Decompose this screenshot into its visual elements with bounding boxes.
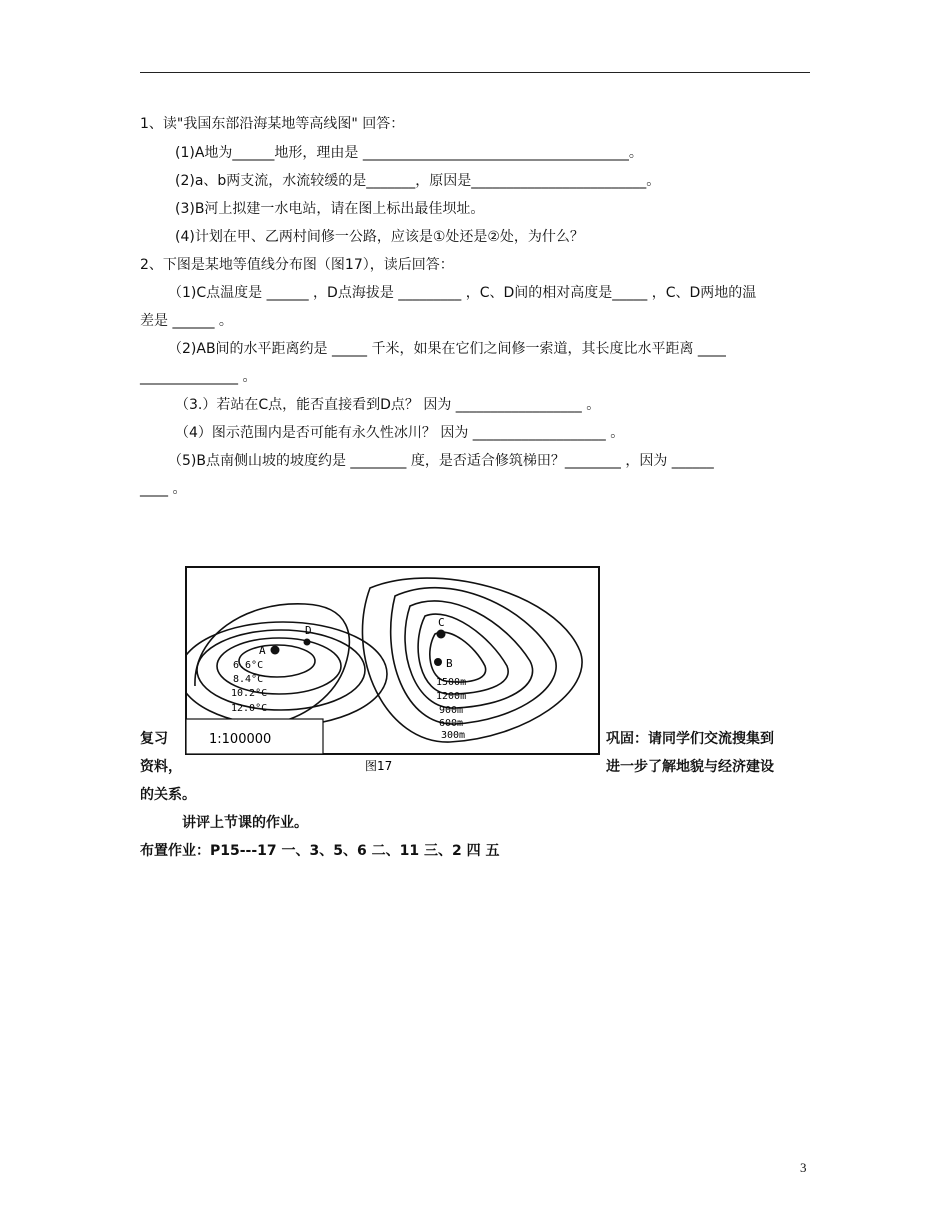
point-a-marker (271, 646, 280, 655)
elev-label-4: 600m (439, 718, 464, 729)
q2-part3: （3.）若站在C点，能否直接看到D点？ 因为 __________________ 。 (175, 397, 601, 413)
q2-part5a: （5)B点南侧山坡的坡度约是 ________ 度，是否适合修筑梯田？________ ，因为 ______ (168, 453, 714, 469)
review-right-2: 进一步了解地貌与经济建设 (606, 759, 774, 775)
review-right-1: 巩固：请同学们交流搜集到 (606, 731, 774, 747)
point-d-marker (304, 639, 311, 646)
scale-label: 1:100000 (209, 732, 272, 747)
q1-part4: (4)计划在甲、乙两村间修一公路，应该是①处还是②处，为什么？ (175, 229, 584, 245)
page-number: 3 (800, 1160, 807, 1175)
temp-label-2: 8.4°C (233, 674, 264, 685)
point-a-label: A (259, 644, 266, 657)
figure-caption: 图17 (365, 759, 393, 773)
homework-line: 布置作业：P15---17 一、3、5、6 二、11 三、2 四 五 (140, 843, 500, 859)
q2-part1b: 差是 ______ 。 (140, 313, 233, 329)
point-b-label: B (446, 657, 453, 670)
review-line-3: 的关系。 (140, 787, 196, 803)
header-rule (140, 72, 810, 73)
q2-part5b: ____ 。 (140, 481, 187, 497)
elev-label-1: 1500m (436, 677, 467, 688)
point-c-label: C (438, 616, 445, 629)
point-c-marker (437, 630, 446, 639)
q2-part2a: （2)AB间的水平距离约是 _____ 千米，如果在它们之间修一索道，其长度比水平距离 ____ (168, 341, 726, 357)
temp-label-3: 10.2°C (231, 688, 268, 699)
q1-part3: (3)B河上拟建一水电站，请在图上标出最佳坝址。 (175, 201, 485, 217)
temp-label-1: 6.6°C (233, 660, 264, 671)
contour-map-figure (185, 566, 601, 776)
q2-title: 2、下图是某地等值线分布图（图17），读后回答： (140, 257, 454, 273)
review-comment: 讲评上节课的作业。 (182, 815, 308, 831)
q1-part1: (1)A地为______地形，理由是 ______________________________________。 (175, 145, 643, 161)
temp-label-4: 12.0°C (231, 703, 268, 714)
q1-part2: (2)a、b两支流，水流较缓的是_______，原因是_________________________。 (175, 173, 661, 189)
point-b-marker (434, 658, 442, 666)
q1-title: 1、读"我国东部沿海某地等高线图" 回答： (140, 116, 405, 132)
q2-part2b: ______________ 。 (140, 369, 257, 385)
elev-label-3: 900m (439, 705, 464, 716)
review-left-2: 资料， (140, 759, 182, 775)
elev-label-2: 1200m (436, 691, 467, 702)
review-left-1: 复习 (140, 731, 168, 747)
point-d-label: D (305, 624, 312, 637)
q2-part1a: （1)C点温度是 ______ ，D点海拔是 _________ ，C、D间的相对高度是_____ ，C、D两地的温 (168, 285, 757, 301)
elev-label-5: 300m (441, 730, 466, 741)
q2-part4: （4）图示范围内是否可能有永久性冰川？ 因为 ___________________ 。 (175, 425, 625, 441)
